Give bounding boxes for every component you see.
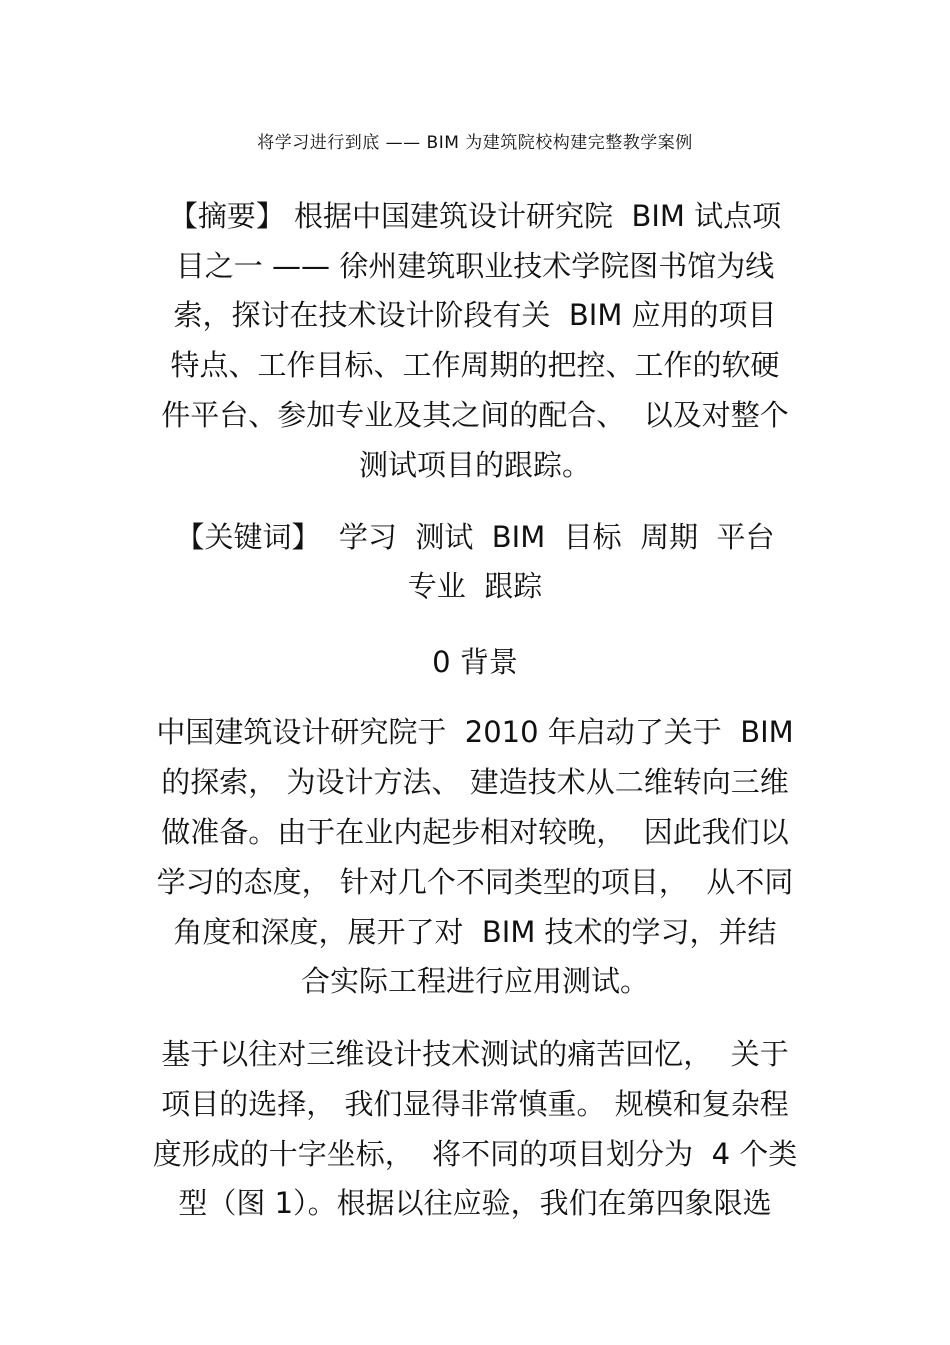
paragraph-line: 项目的选择， 我们显得非常慎重。 规模和复杂程 bbox=[161, 1087, 789, 1121]
keywords-line: 专业 跟踪 bbox=[407, 569, 543, 603]
abstract-line: 件平台、参加专业及其之间的配合、 以及对整个 bbox=[161, 398, 789, 432]
paragraph-line: 基于以往对三维设计技术测试的痛苦回忆， 关于 bbox=[161, 1037, 789, 1071]
keywords-line: 【关键词】 学习 测试 BIM 目标 周期 平台 bbox=[175, 520, 775, 554]
section-heading: 0 背景 bbox=[432, 645, 518, 679]
abstract-line: 测试项目的跟踪。 bbox=[358, 448, 591, 482]
abstract-line: 目之一 —— 徐州建筑职业技术学院图书馆为线 bbox=[175, 249, 775, 283]
abstract-line: 特点、工作目标、工作周期的把控、工作的软硬 bbox=[170, 348, 780, 382]
abstract-line: 【摘要】 根据中国建筑设计研究院 BIM 试点项 bbox=[168, 199, 782, 233]
abstract-line: 索，探讨在技术设计阶段有关 BIM 应用的项目 bbox=[173, 298, 777, 332]
paragraph-line: 的探索， 为设计方法、 建造技术从二维转向三维 bbox=[161, 765, 789, 799]
running-header: 将学习进行到底 —— BIM 为建筑院校构建完整教学案例 bbox=[257, 133, 693, 153]
paragraph-line: 做准备。由于在业内起步相对较晚， 因此我们以 bbox=[161, 815, 789, 849]
paragraph-line: 型（图 1）。根据以往应验，我们在第四象限选 bbox=[178, 1186, 772, 1220]
paragraph-line: 角度和深度，展开了对 BIM 技术的学习，并结 bbox=[173, 915, 777, 949]
paragraph-line: 合实际工程进行应用测试。 bbox=[300, 964, 649, 998]
paragraph-line: 中国建筑设计研究院于 2010 年启动了关于 BIM bbox=[156, 715, 794, 749]
paragraph-line: 度形成的十字坐标， 将不同的项目划分为 4 个类 bbox=[152, 1137, 798, 1171]
paragraph-line: 学习的态度， 针对几个不同类型的项目， 从不同 bbox=[156, 865, 794, 899]
